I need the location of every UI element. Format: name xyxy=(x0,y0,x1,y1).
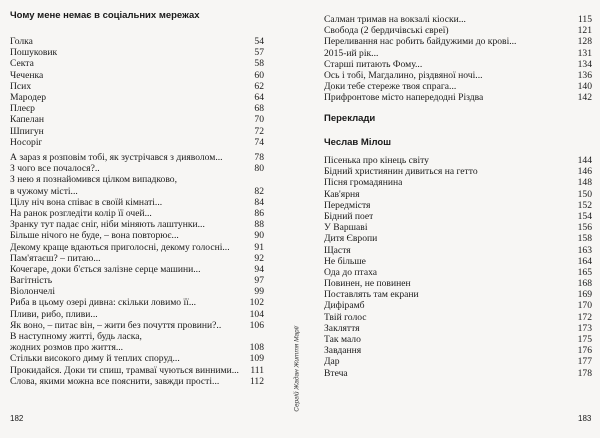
toc-entry-title: Пливи, рибо, пливи... xyxy=(10,308,98,320)
toc-entry xyxy=(324,155,592,166)
toc-entry-title: Пісня громадянина xyxy=(324,177,403,189)
toc-entry-title: Капелан xyxy=(10,114,44,126)
toc-entry xyxy=(10,36,264,47)
toc-entry-title: Ось і тобі, Магдалино, різдвяної ночі... xyxy=(324,69,483,81)
toc-entry-page: 112 xyxy=(249,375,264,387)
toc-entry xyxy=(324,245,592,256)
toc-entry-page: 92 xyxy=(254,252,264,264)
toc-entry xyxy=(10,297,264,308)
toc-entry-page: 169 xyxy=(577,289,592,301)
toc-entry-page: 176 xyxy=(577,345,592,357)
toc-entry xyxy=(10,342,264,353)
toc-entry-page: 94 xyxy=(254,263,264,275)
toc-entry-title: Шпигун xyxy=(10,125,44,137)
toc-entry-title: Кочегаре, доки б'ється залізне серце машини... xyxy=(10,263,201,275)
toc-entry-page: 62 xyxy=(254,80,264,92)
toc-entry-title: Щастя xyxy=(324,244,351,256)
toc-entry-page: 97 xyxy=(254,275,264,287)
toc-entry-title: Носоріг xyxy=(10,136,43,148)
toc-entry-title: Старші питають Фому... xyxy=(324,58,423,70)
toc-entry xyxy=(10,219,264,230)
toc-entry-page: 78 xyxy=(254,152,264,163)
toc-entry-title: В наступному житті, будь ласка, xyxy=(10,331,142,342)
toc-entry-title: А зараз я розповім тобі, як зустрічався з дияволом... xyxy=(10,152,223,163)
toc-entry-page: 140 xyxy=(577,81,592,93)
toc-entry-title: Не більше xyxy=(324,255,366,267)
toc-entry xyxy=(10,353,264,364)
toc-entry-page: 175 xyxy=(577,334,592,345)
toc-entry-page: 152 xyxy=(577,199,592,211)
toc-entry xyxy=(324,233,592,244)
toc-entry xyxy=(324,256,592,267)
toc-entry-page: 131 xyxy=(577,47,592,59)
toc-entry xyxy=(10,174,264,185)
toc-entry-title: Дитя Європи xyxy=(324,233,378,245)
toc-entry xyxy=(324,289,592,300)
toc-entry xyxy=(10,114,264,125)
toc-entry-title: Мародер xyxy=(10,91,47,103)
toc-entry xyxy=(324,267,592,278)
section-heading: Чому мене немає в соціальних мережах xyxy=(10,10,200,21)
toc-entry xyxy=(10,81,264,92)
author-heading: Чеслав Мілош xyxy=(324,137,392,148)
toc-entry-page: 168 xyxy=(577,278,592,290)
toc-entry xyxy=(324,200,592,211)
page-number: 183 xyxy=(578,414,592,423)
toc-entry-title: З чого все почалося?.. xyxy=(10,163,100,175)
toc-entry xyxy=(324,323,592,334)
toc-entry-page: 128 xyxy=(577,36,592,48)
toc-entry xyxy=(10,331,264,342)
toc-entry xyxy=(324,92,592,103)
toc-entry xyxy=(324,177,592,188)
right-page xyxy=(306,0,600,438)
toc-entry-title: Декому краще вдаються приголосні, декому голосні... xyxy=(10,241,230,253)
page-number: 182 xyxy=(10,414,24,423)
toc-list xyxy=(10,152,264,387)
toc-entry-title: Втеча xyxy=(324,367,348,379)
toc-entry xyxy=(324,222,592,233)
toc-entry xyxy=(10,275,264,286)
toc-entry-title: У Варшаві xyxy=(324,222,368,234)
toc-entry-page: 115 xyxy=(577,14,592,25)
toc-entry-title: Закляття xyxy=(324,322,360,334)
left-page xyxy=(0,0,292,438)
toc-entry-page: 106 xyxy=(249,319,264,331)
toc-entry xyxy=(10,47,264,58)
toc-entry-title: Дифірамб xyxy=(324,300,365,312)
toc-entry-title: Ода до птаха xyxy=(324,266,378,278)
toc-entry xyxy=(324,189,592,200)
toc-entry-page: 72 xyxy=(254,125,264,137)
toc-entry-title: Чеченка xyxy=(10,69,44,81)
toc-entry-page: 108 xyxy=(249,342,264,354)
toc-entry xyxy=(10,365,264,376)
toc-entry-page: 86 xyxy=(254,207,264,219)
toc-entry xyxy=(10,253,264,264)
toc-entry-page: 150 xyxy=(577,188,592,200)
toc-entry-page: 54 xyxy=(254,36,264,47)
toc-entry-page: 109 xyxy=(249,353,264,365)
toc-entry-title: Доки тебе стереже твоя спрага... xyxy=(324,81,457,93)
toc-entry xyxy=(10,264,264,275)
toc-entry-page: 121 xyxy=(577,25,592,37)
toc-entry-title: Стільки високого диму й теплих споруд... xyxy=(10,353,180,365)
toc-entry-title: Твій голос xyxy=(324,311,367,323)
toc-entry xyxy=(324,300,592,311)
toc-entry xyxy=(10,163,264,174)
toc-entry-page: 165 xyxy=(577,266,592,278)
toc-entry-title: Зранку тут падає сніг, ніби міняють лаштунки... xyxy=(10,219,205,231)
toc-entry-title: Завдання xyxy=(324,345,362,357)
toc-entry-page: 64 xyxy=(254,91,264,103)
spine-title: Сергій Жадан Життя Марії xyxy=(293,326,301,412)
toc-entry-page: 148 xyxy=(577,177,592,189)
toc-entry-title: Пісенька про кінець світу xyxy=(324,155,429,166)
toc-entry-page: 136 xyxy=(577,69,592,81)
toc-entry-page: 163 xyxy=(577,244,592,256)
toc-entry-page: 177 xyxy=(577,356,592,368)
toc-entry-page: 146 xyxy=(577,166,592,178)
toc-entry-title: Салман тримав на вокзалі кіоски... xyxy=(324,14,466,25)
toc-entry-title: Вагітність xyxy=(10,275,53,287)
toc-entry-title: Бідний християнин дивиться на гетто xyxy=(324,166,478,178)
toc-entry xyxy=(10,286,264,297)
toc-entry-page: 156 xyxy=(577,222,592,234)
toc-entry-title: Повинен, не повинен xyxy=(324,278,411,290)
toc-entry-title: Більше нічого не буде, – вона повторює... xyxy=(10,230,179,242)
toc-entry-page: 80 xyxy=(254,163,264,175)
toc-entry-page: 104 xyxy=(249,308,264,320)
toc-entry-page: 58 xyxy=(254,58,264,70)
toc-entry-page: 68 xyxy=(254,103,264,115)
toc-entry xyxy=(10,186,264,197)
toc-entry-page: 57 xyxy=(254,47,264,59)
toc-entry-title: Віолончелі xyxy=(10,286,55,298)
toc-entry xyxy=(10,320,264,331)
toc-entry-title: Кав'ярня xyxy=(324,188,360,200)
toc-entry xyxy=(324,345,592,356)
toc-entry-title: Псих xyxy=(10,80,32,92)
toc-entry xyxy=(10,152,264,163)
toc-entry xyxy=(324,166,592,177)
toc-entry xyxy=(324,25,592,36)
toc-entry xyxy=(10,103,264,114)
toc-list xyxy=(324,14,592,104)
toc-entry xyxy=(324,59,592,70)
toc-entry xyxy=(324,368,592,379)
toc-entry-title: Свобода (2 бердичівські євреї) xyxy=(324,25,449,37)
toc-entry xyxy=(10,208,264,219)
toc-entry-title: Поставлять там екрани xyxy=(324,289,419,301)
toc-entry-page: 164 xyxy=(577,255,592,267)
toc-entry-page: 99 xyxy=(254,286,264,298)
toc-entry xyxy=(10,92,264,103)
toc-entry-page: 88 xyxy=(254,219,264,231)
toc-entry-title: На ранок розгледіти колір її очей... xyxy=(10,207,152,219)
toc-entry-page: 70 xyxy=(254,114,264,126)
toc-entry-page: 84 xyxy=(254,196,264,208)
toc-entry xyxy=(10,242,264,253)
toc-entry xyxy=(324,312,592,323)
toc-entry-title: 2015-ий рік... xyxy=(324,47,379,59)
toc-entry-title: Пам'ятаєш? – питаю... xyxy=(10,252,101,264)
toc-entry-title: жодних розмов про життя... xyxy=(10,342,124,354)
toc-entry-title: Дар xyxy=(324,356,340,368)
toc-entry xyxy=(324,211,592,222)
toc-entry-page: 172 xyxy=(577,311,592,323)
toc-entry-page: 90 xyxy=(254,230,264,242)
toc-entry-title: Так мало xyxy=(324,334,361,345)
toc-entry-page: 154 xyxy=(577,210,592,222)
toc-entry xyxy=(324,81,592,92)
toc-entry-title: З нею я познайомився цілком випадково, xyxy=(10,174,177,186)
toc-entry-title: Секта xyxy=(10,58,34,70)
toc-entry-page: 91 xyxy=(254,241,264,253)
toc-entry xyxy=(10,309,264,320)
toc-entry-title: Прифронтове місто напередодні Різдва xyxy=(324,92,484,104)
toc-entry xyxy=(10,137,264,148)
toc-entry xyxy=(324,334,592,345)
toc-entry-title: в чужому місті... xyxy=(10,185,78,197)
toc-entry xyxy=(324,356,592,367)
toc-entry-page: 74 xyxy=(254,136,264,148)
toc-entry xyxy=(324,48,592,59)
toc-entry-title: Переливання нас робить байдужими до крові... xyxy=(324,36,517,48)
toc-entry-page: 82 xyxy=(254,185,264,197)
toc-entry-page: 134 xyxy=(577,58,592,70)
toc-entry xyxy=(10,230,264,241)
toc-entry xyxy=(10,58,264,69)
toc-entry-title: Цілу ніч вона співає в своїй кімнаті... xyxy=(10,196,163,208)
section-heading: Переклади xyxy=(324,113,376,124)
toc-entry-title: Риба в цьому озері дивна: скільки ловимо її... xyxy=(10,297,197,309)
toc-entry xyxy=(324,278,592,289)
toc-entry-page: 111 xyxy=(250,364,264,376)
toc-entry-title: Плеєр xyxy=(10,103,35,115)
toc-entry-page: 158 xyxy=(577,233,592,245)
toc-entry-title: Бідний поет xyxy=(324,210,374,222)
toc-list xyxy=(10,36,264,148)
toc-entry-title: Пошуковик xyxy=(10,47,58,59)
toc-entry xyxy=(324,36,592,47)
toc-entry-page: 144 xyxy=(577,155,592,166)
toc-entry-title: Голка xyxy=(10,36,33,47)
toc-entry xyxy=(10,70,264,81)
toc-entry-page: 102 xyxy=(249,297,264,309)
toc-entry xyxy=(324,14,592,25)
toc-entry-title: Слова, якими можна все пояснити, завжди прості... xyxy=(10,375,220,387)
toc-entry-page: 178 xyxy=(577,367,592,379)
toc-entry-title: Прокидайся. Доки ти спиш, трамваї чуються винними... xyxy=(10,364,239,376)
toc-entry-page: 142 xyxy=(577,92,592,104)
toc-list xyxy=(324,155,592,379)
toc-entry-title: Передмістя xyxy=(324,199,371,211)
toc-entry-title: Як воно, – питає він, – жити без почуття провини?.. xyxy=(10,319,222,331)
toc-entry xyxy=(324,70,592,81)
toc-entry-page: 60 xyxy=(254,69,264,81)
toc-entry xyxy=(10,376,264,387)
toc-entry-page: 173 xyxy=(577,322,592,334)
toc-entry xyxy=(10,197,264,208)
toc-entry-page: 170 xyxy=(577,300,592,312)
toc-entry xyxy=(10,126,264,137)
